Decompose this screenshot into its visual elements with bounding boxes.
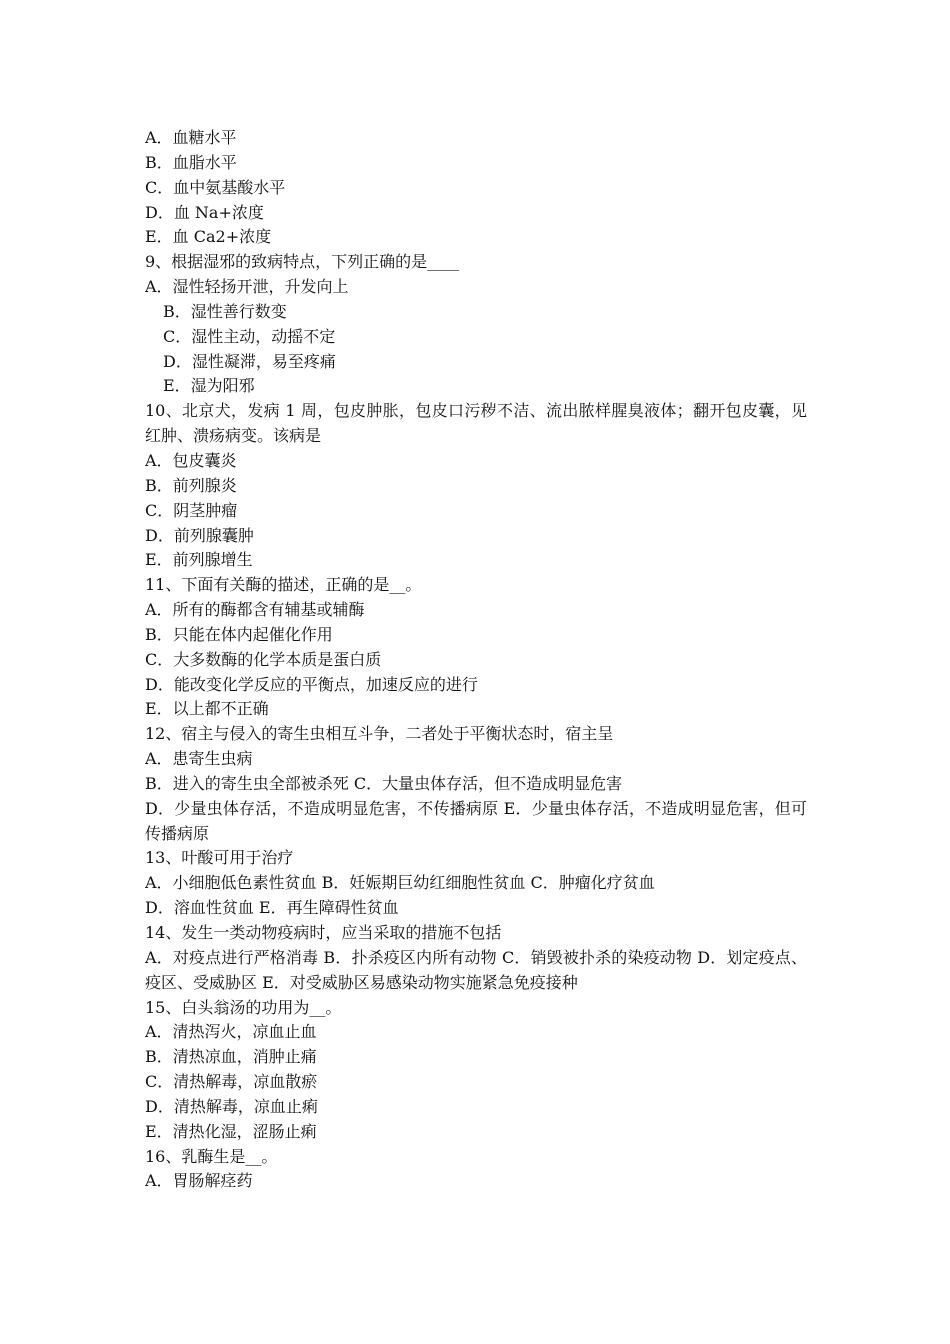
text-line: B．只能在体内起催化作用 — [145, 624, 333, 644]
text-line: A．湿性轻扬开泄，升发向上 — [145, 277, 349, 297]
text-line: C．清热解毒，凉血散瘀 — [145, 1072, 318, 1092]
text-line: E．前列腺增生 — [145, 550, 253, 570]
text-line: D．湿性凝滞，易至疼痛 — [163, 351, 336, 371]
text-line: A．胃肠解痉药 — [145, 1171, 253, 1191]
text-line: A．对疫点进行严格消毒 B．扑杀疫区内所有动物 C．销毁被扑杀的染疫动物 D．划定疫点、疫区、受威胁区 E．对受威胁区易感染动物实施紧急免疫接种 — [145, 947, 807, 992]
document-page — [145, 126, 807, 1194]
text-line: A．小细胞低色素性贫血 B．妊娠期巨幼红细胞性贫血 C．肿瘤化疗贫血 — [145, 873, 655, 893]
text-line: C．阴茎肿瘤 — [145, 500, 238, 520]
text-line: D．能改变化学反应的平衡点，加速反应的进行 — [145, 674, 478, 694]
text-line: D．清热解毒，凉血止痢 — [145, 1096, 318, 1116]
text-line: A．包皮囊炎 — [145, 450, 237, 470]
text-line: B．湿性善行数变 — [163, 301, 287, 321]
text-line: D．少量虫体存活，不造成明显危害，不传播病原 E．少量虫体存活，不造成明显危害，但可传播病原 — [145, 798, 807, 843]
text-line: B．血脂水平 — [145, 152, 237, 172]
text-line: E．湿为阳邪 — [163, 376, 255, 396]
text-line: C．大多数酶的化学本质是蛋白质 — [145, 649, 382, 669]
text-line: 13、叶酸可用于治疗 — [145, 848, 294, 868]
text-line: 11、下面有关酶的描述，正确的是__。 — [145, 575, 422, 595]
text-line: A．患寄生虫病 — [145, 749, 253, 769]
text-line: D．血 Na+浓度 — [145, 202, 264, 222]
text-line: 10、北京犬，发病 1 周，包皮肿胀，包皮口污秽不洁、流出脓样腥臭液体；翻开包皮囊，见红肿、溃疡病变。该病是 — [145, 401, 807, 446]
text-line: E．以上都不正确 — [145, 699, 269, 719]
text-line: D．前列腺囊肿 — [145, 525, 254, 545]
text-line: 15、白头翁汤的功用为__。 — [145, 997, 342, 1017]
text-line: E．清热化湿，涩肠止痢 — [145, 1121, 317, 1141]
text-line: B．前列腺炎 — [145, 475, 237, 495]
text-line: 12、宿主与侵入的寄生虫相互斗争，二者处于平衡状态时，宿主呈 — [145, 724, 614, 744]
text-line: 14、发生一类动物疫病时，应当采取的措施不包括 — [145, 923, 502, 942]
text-line: B．进入的寄生虫全部被杀死 C．大量虫体存活，但不造成明显危害 — [145, 773, 623, 793]
text-line: A．所有的酶都含有辅基或辅酶 — [145, 600, 365, 620]
text-line: A．清热泻火，凉血止血 — [145, 1022, 317, 1042]
text-line: B．清热凉血，消肿止痛 — [145, 1047, 317, 1067]
text-line: 16、乳酶生是__。 — [145, 1146, 278, 1166]
text-line: E．血 Ca2+浓度 — [145, 227, 272, 247]
text-line: 9、根据湿邪的致病特点，下列正确的是____ — [145, 252, 460, 272]
text-line: D．溶血性贫血 E．再生障碍性贫血 — [145, 898, 399, 918]
text-line: C．血中氨基酸水平 — [145, 177, 286, 197]
text-line: C．湿性主动，动摇不定 — [163, 326, 336, 346]
text-line: A．血糖水平 — [145, 128, 237, 147]
